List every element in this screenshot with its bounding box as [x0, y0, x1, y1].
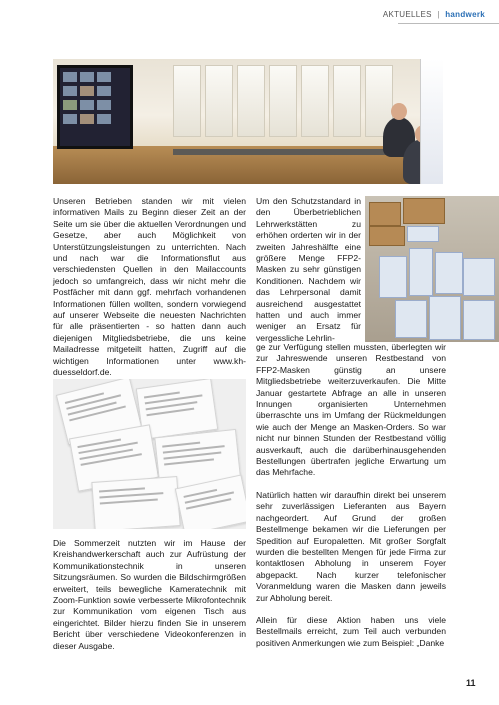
- video-screen-icon: [57, 65, 133, 149]
- page-number: 11: [466, 678, 476, 688]
- masks-intro-column: [256, 196, 361, 344]
- masks-paragraph-2: Natürlich hatten wir daraufhin direkt bei unserem sehr zuverlässigen Lieferanten aus Bayern nachgeordert. Auf Grund der großen Bestellmenge bekamen wir die Lieferungen per Spedition auf Europaletten. Mit großer Sorgfalt wurden die bestellten Mengen für jede Firma zur kontaktlosen Abholung in unserem Foyer abgepackt. Nach kurzer telefonischer Voranmeldung waren die Masken dann jeweils zur Abholung bereit.: [256, 489, 446, 603]
- masks-paragraph-1: ge zur Verfügung stellen mussten, überlegten wir zur Jahreswende unseren Restbestand von FFP2-Masken günstig an unsere Mitgliedsbetriebe weiterzuverkaufen. Die Mitte Januar gestartete Abfrage an alle in unseren Innungen organisierten Unternehmen überraschte uns im Umfang der Rückmeldungen wie auch der Menge an Masken-Orders. So war nicht nur binnen Stunden der Restbestand völlig ausverkauft, auch die darüberhinausgehenden Bestellungen übertrafen jegliche Erwartung um das Mehrfache.: [256, 342, 446, 478]
- masks-intro-paragraph: Um den Schutzstandard in den Überbetrieblichen Lehrwerkstätten zu erhöhen orderten wir in der zweiten Jahreshälfte eine größere Menge FFP2-Masken zu sehr günstigen Konditionen. Nachdem wir das Lehrpersonal damit ausreichend ausgestattet hatten und auch immer weniger an Ersatz für vergessliche Lehrlin-: [256, 196, 361, 343]
- technology-column: [53, 538, 246, 663]
- conference-room-photo: [53, 59, 443, 184]
- section-label: AKTUELLES: [382, 10, 432, 19]
- documents-photo: [53, 379, 246, 529]
- header-separator: |: [437, 10, 440, 19]
- technology-paragraph: Die Sommerzeit nutzten wir im Hause der Kreishandwerkerschaft auch zur Aufrüstung der Kommunikationstechnik in unseren Sitzungsräumen. So wurden die Bildschirmgrößen erweitert, teils bewegliche Kameratechnik mit Zoom-Funktion sowie verbesserte Mikrofontechnik zur Kommunikation vom eigenen Tisch aus eingerichtet. Bilder hierzu finden Sie in unserem Bericht über verschiedene Videokonferenzen in dieser Ausgabe.: [53, 538, 246, 651]
- masks-paragraph-3: Allein für diese Aktion haben uns viele Bestellmails erreicht, zum Teil auch verbunden positiven Anmerkungen wie zum Beispiel: „Danke: [256, 614, 446, 648]
- masks-column: [256, 342, 446, 660]
- intro-column: [53, 196, 246, 390]
- header-rule: [398, 23, 499, 24]
- brand-label: handwerk: [445, 10, 485, 19]
- intro-paragraph: Unseren Betrieben standen wir mit vielen informativen Mails zu Beginn dieser Zeit an der Seite um sie über die aktuellen Verordnungen und Gesetze, aber auch Möglichkeit von Unterstützungsleistungen zu unterrichten. Nach und nach war die Informationsflut aus verschiedensten Quellen in den Mailaccounts jedoch so umfangreich, dass wir nicht mehr die Postfächer mit dann ggf. mehrfach vorhandenen Informationen füllen wollten, sondern vorwiegend auf unserer Webseite die neuesten Nachrichten für alle präsentierten - so hatten dann auch diejenigen Mitgliedsbetriebe, die uns keine Mailadresse mitgeteilt hatten, Zugriff auf die wichtigen Informationen unter www.kh-duesseldorf.de.: [53, 196, 246, 378]
- page-header: [383, 10, 485, 19]
- mask-boxes-photo: [365, 196, 499, 342]
